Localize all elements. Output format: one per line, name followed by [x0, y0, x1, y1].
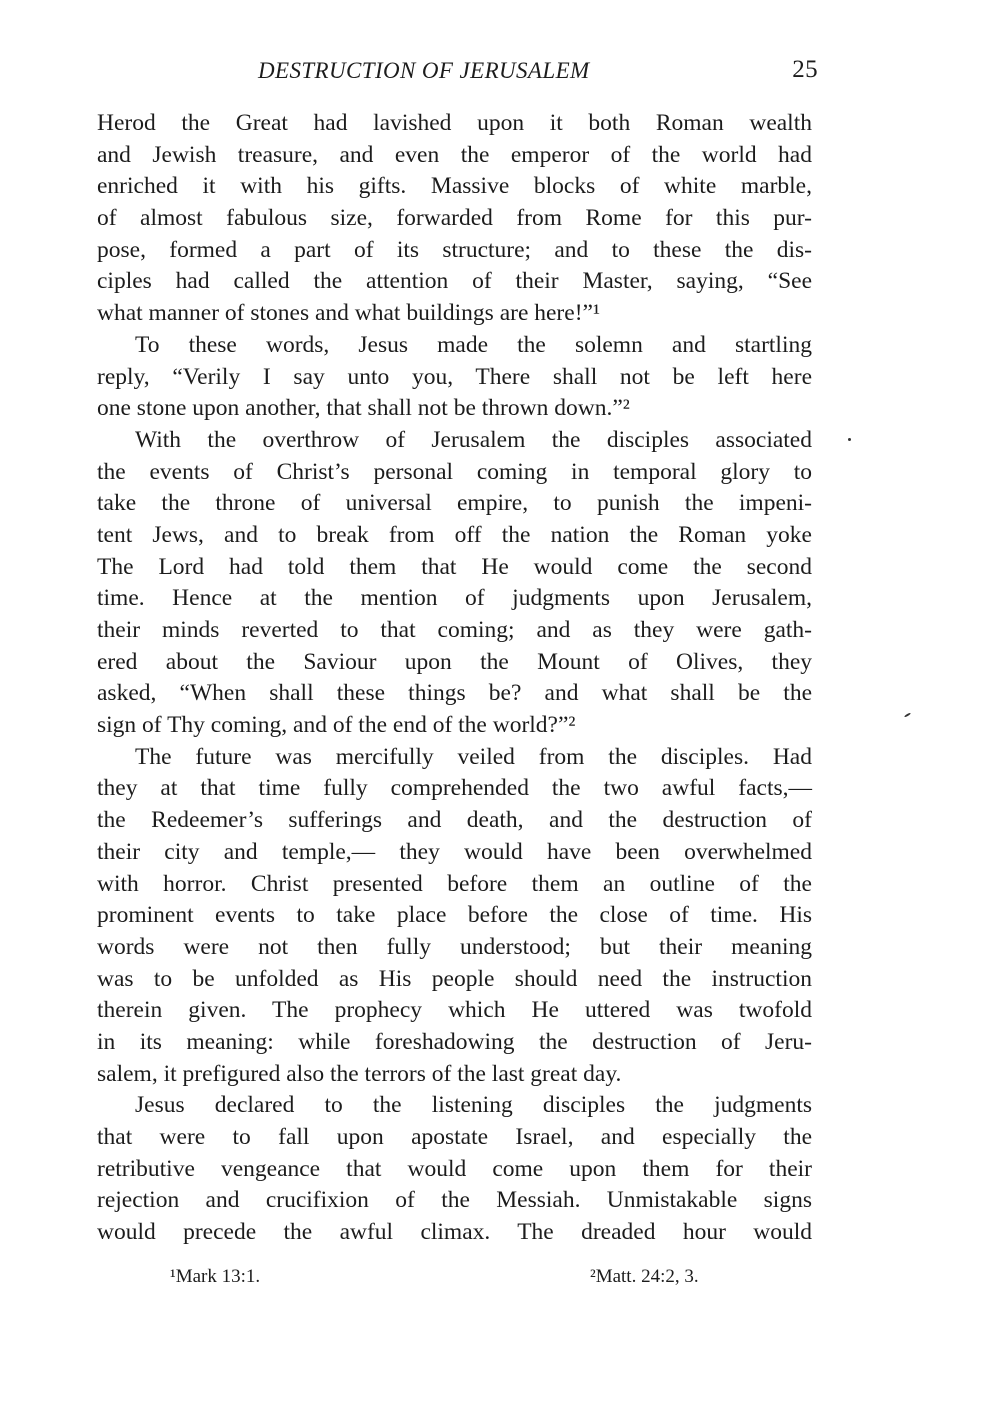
text-line: in its meaning: while foreshadowing the destruction of Jeru- — [97, 1028, 812, 1055]
paragraph-start: Jesus declared to the listening disciples the judgments — [135, 1092, 812, 1119]
text-line: what manner of stones and what buildings are here!”¹ — [97, 300, 600, 327]
text-line: Herod the Great had lavished upon it both Roman wealth — [97, 110, 812, 136]
text-line: The Lord had told them that He would come the second — [97, 553, 812, 580]
scan-speck — [904, 712, 911, 717]
text-line: time. Hence at the mention of judgments upon Jerusalem, — [97, 585, 812, 612]
text-line: retributive vengeance that would come upon them for their — [97, 1155, 812, 1182]
chapter-title: DESTRUCTION OF JERUSALEM — [258, 58, 590, 83]
text-line: words were not then fully understood; but their meaning — [97, 933, 812, 960]
text-line: and Jewish treasure, and even the emperor of the world had — [97, 141, 812, 168]
text-line: one stone upon another, that shall not be thrown down.”² — [97, 395, 630, 422]
text-line: ered about the Saviour upon the Mount of Olives, they — [97, 648, 812, 675]
footnote-1: ¹Mark 13:1. — [170, 1266, 261, 1287]
footnote-2: ²Matt. 24:2, 3. — [590, 1266, 699, 1287]
text-line: with horror. Christ presented before them an outline of the — [97, 870, 812, 897]
text-line: prominent events to take place before the close of time. His — [97, 902, 812, 929]
text-line: asked, “When shall these things be? and what shall be the — [97, 680, 812, 707]
text-line: rejection and crucifixion of the Messiah. Unmistakable signs — [97, 1187, 812, 1214]
text-line: ciples had called the attention of their Master, saying, “See — [97, 268, 812, 295]
scan-speck — [848, 438, 851, 441]
page-number: 25 — [792, 56, 818, 83]
text-line: sign of Thy coming, and of the end of the world?”² — [97, 712, 576, 739]
text-line: therein given. The prophecy which He uttered was twofold — [97, 997, 812, 1024]
text-line: reply, “Verily I say unto you, There shall not be left here — [97, 363, 812, 390]
paragraph-start: The future was mercifully veiled from the disciples. Had — [135, 743, 812, 770]
footnotes — [170, 1266, 770, 1296]
text-line: their minds reverted to that coming; and as they were gath- — [97, 617, 812, 643]
text-line: enriched it with his gifts. Massive blocks of white marble, — [97, 173, 812, 200]
paragraph-start: With the overthrow of Jerusalem the disciples associated — [135, 426, 812, 453]
text-line: pose, formed a part of its structure; and to these the dis- — [97, 236, 812, 263]
text-line: of almost fabulous size, forwarded from Rome for this pur- — [97, 205, 812, 232]
text-line: that were to fall upon apostate Israel, and especially the — [97, 1124, 812, 1150]
body-text — [97, 108, 812, 1249]
text-line: the events of Christ’s personal coming in temporal glory to — [97, 458, 812, 485]
text-line: their city and temple,— they would have been overwhelmed — [97, 838, 812, 865]
text-line: was to be unfolded as His people should need the instruction — [97, 965, 812, 992]
text-line: salem, it prefigured also the terrors of the last great day. — [97, 1060, 622, 1087]
text-line: tent Jews, and to break from off the nation the Roman yoke — [97, 521, 812, 548]
text-line: would precede the awful climax. The dreaded hour would — [97, 1219, 812, 1246]
text-line: the Redeemer’s sufferings and death, and the destruction of — [97, 807, 812, 834]
text-line: they at that time fully comprehended the two awful facts,— — [97, 775, 812, 802]
paragraph-start: To these words, Jesus made the solemn and startling — [135, 331, 812, 358]
running-header — [258, 58, 818, 92]
text-line: take the throne of universal empire, to punish the impeni- — [97, 490, 812, 517]
